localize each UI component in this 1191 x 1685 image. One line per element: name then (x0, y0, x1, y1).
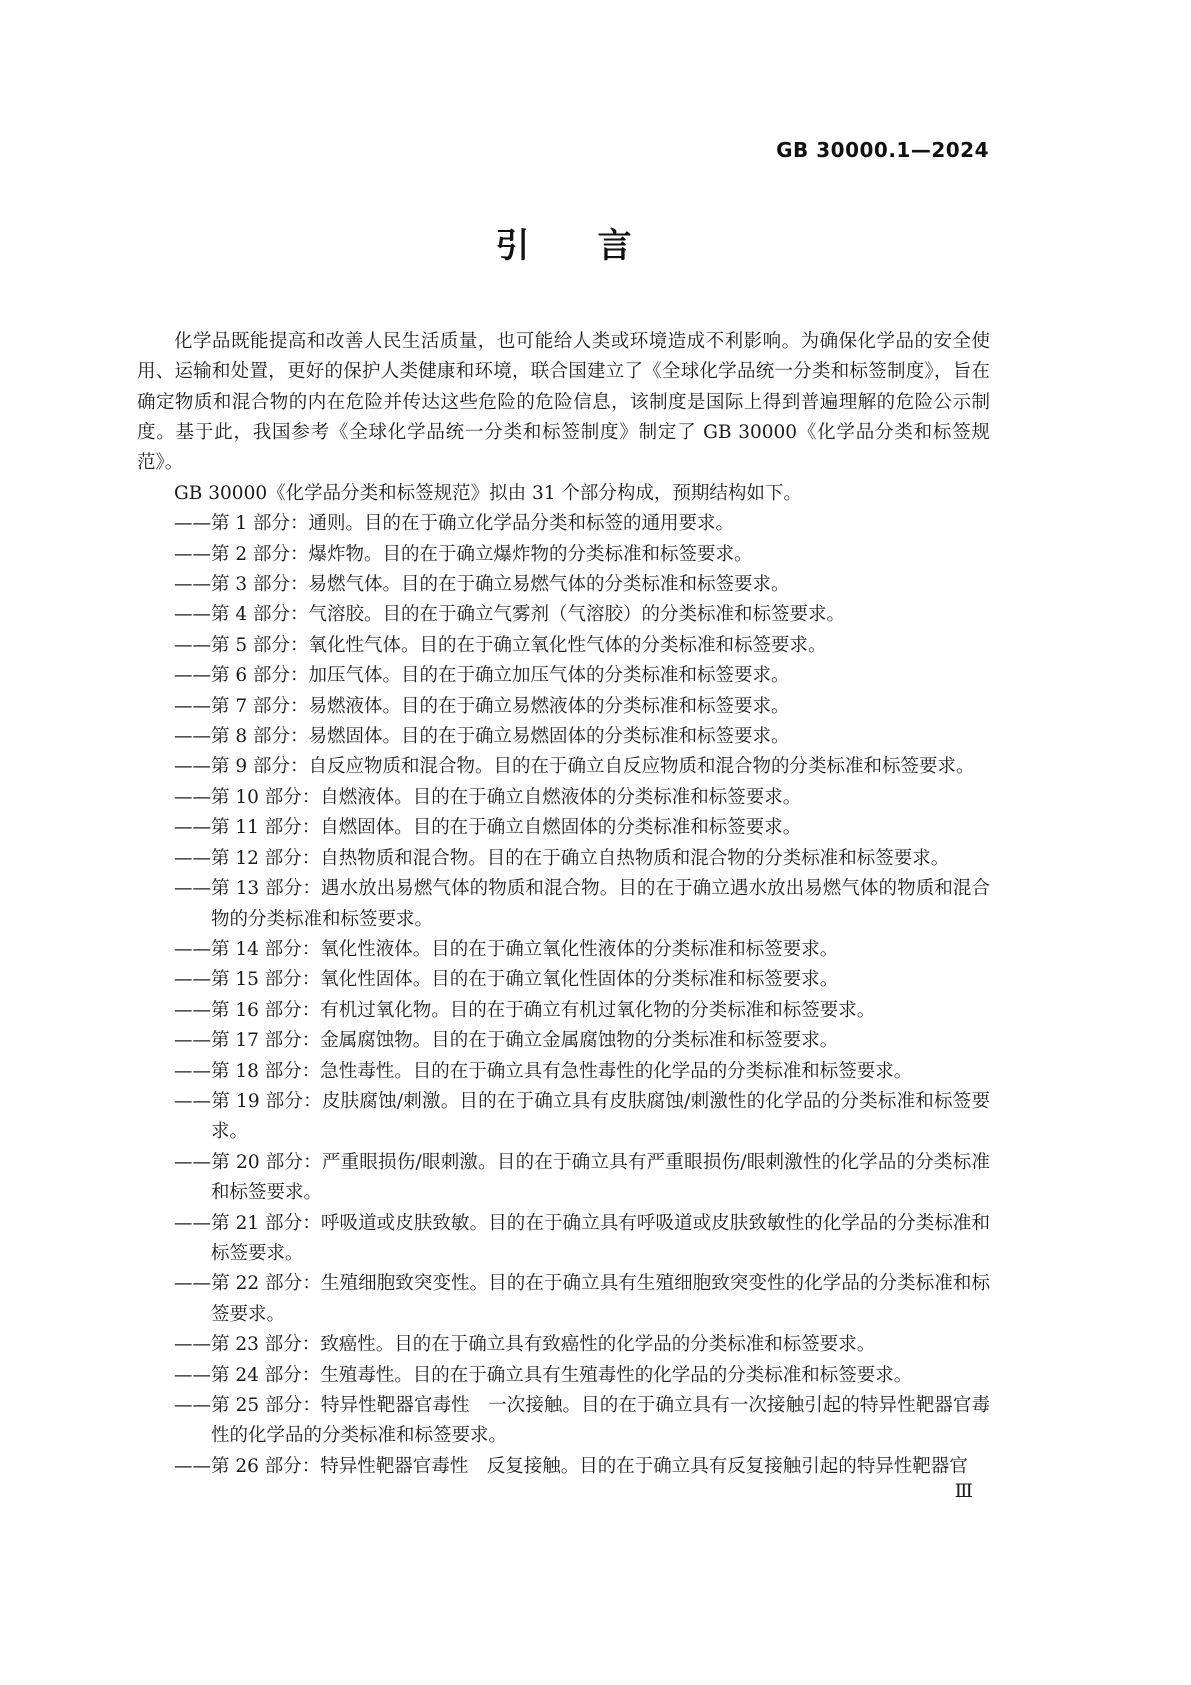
list-item: ——第 15 部分：氧化性固体。目的在于确立氧化性固体的分类标准和标签要求。 (174, 969, 839, 991)
list-item: ——第 18 部分：急性毒性。目的在于确立具有急性毒性的化学品的分类标准和标签要求。 (174, 1060, 913, 1082)
paragraph: 化学品既能提高和改善人民生活质量，也可能给人类或环境造成不利影响。为确保化学品的安全使用、运输和处置，更好的保护人类健康和环境，联合国建立了《全球化学品统一分类和标签制度》，旨在确定物质和混合物的内在危险并传达这些危险的危险信息，该制度是国际上得到普遍理解的危险公示制度。基于此，我国参考《全球化学品统一分类和标签制度》制定了 GB 30000《化学品分类和标签规范》。 (137, 330, 990, 474)
list-item: ——第 11 部分：自燃固体。目的在于确立自燃固体的分类标准和标签要求。 (174, 817, 802, 839)
list-item: ——第 26 部分：特异性靶器官毒性 反复接触。目的在于确立具有反复接触引起的特异性靶器官 (174, 1455, 968, 1477)
list-item: ——第 20 部分：严重眼损伤/眼刺激。目的在于确立具有严重眼损伤/眼刺激性的化学品的分类标准和标签要求。 (174, 1151, 990, 1204)
list-item: ——第 8 部分：易燃固体。目的在于确立易燃固体的分类标准和标签要求。 (174, 726, 790, 748)
list-item: ——第 2 部分：爆炸物。目的在于确立爆炸物的分类标准和标签要求。 (174, 543, 753, 565)
list-item: ——第 17 部分：金属腐蚀物。目的在于确立金属腐蚀物的分类标准和标签要求。 (174, 1030, 839, 1052)
paragraph: GB 30000《化学品分类和标签规范》拟由 31 个部分构成，预期结构如下。 (174, 482, 802, 504)
list-item: ——第 23 部分：致癌性。目的在于确立具有致癌性的化学品的分类标准和标签要求。 (174, 1334, 876, 1356)
standard-number: GB 30000.1—2024 (776, 138, 989, 162)
list-item: ——第 24 部分：生殖毒性。目的在于确立具有生殖毒性的化学品的分类标准和标签要求。 (174, 1364, 913, 1386)
list-item: ——第 14 部分：氧化性液体。目的在于确立氧化性液体的分类标准和标签要求。 (174, 938, 839, 960)
list-item: ——第 12 部分：自热物质和混合物。目的在于确立自热物质和混合物的分类标准和标签要求。 (174, 847, 950, 869)
list-item: ——第 25 部分：特异性靶器官毒性 一次接触。目的在于确立具有一次接触引起的特异性靶器官毒性的化学品的分类标准和标签要求。 (174, 1395, 990, 1447)
page-content (137, 226, 990, 1482)
intro-paragraphs (137, 327, 990, 509)
list-item: ——第 6 部分：加压气体。目的在于确立加压气体的分类标准和标签要求。 (174, 665, 790, 687)
list-item: ——第 21 部分：呼吸道或皮肤致敏。目的在于确立具有呼吸道或皮肤致敏性的化学品的分类标准和标签要求。 (174, 1212, 990, 1264)
page-title: 引 言 (495, 226, 632, 266)
list-item: ——第 4 部分：气溶胶。目的在于确立气雾剂（气溶胶）的分类标准和标签要求。 (174, 604, 846, 626)
list-item: ——第 7 部分：易燃液体。目的在于确立易燃液体的分类标准和标签要求。 (174, 695, 790, 717)
list-item: ——第 22 部分：生殖细胞致突变性。目的在于确立具有生殖细胞致突变性的化学品的分类标准和标签要求。 (174, 1273, 990, 1325)
list-item: ——第 3 部分：易燃气体。目的在于确立易燃气体的分类标准和标签要求。 (174, 574, 790, 596)
list-item: ——第 10 部分：自燃液体。目的在于确立自燃液体的分类标准和标签要求。 (174, 786, 802, 808)
parts-list (137, 509, 990, 1482)
page-number: Ⅲ (954, 1480, 973, 1502)
list-item: ——第 19 部分：皮肤腐蚀/刺激。目的在于确立具有皮肤腐蚀/刺激性的化学品的分类标准和标签要求。 (174, 1090, 990, 1143)
list-item: ——第 9 部分：自反应物质和混合物。目的在于确立自反应物质和混合物的分类标准和标签要求。 (174, 756, 975, 778)
list-item: ——第 16 部分：有机过氧化物。目的在于确立有机过氧化物的分类标准和标签要求。 (174, 999, 876, 1021)
list-item: ——第 5 部分：氧化性气体。目的在于确立氧化性气体的分类标准和标签要求。 (174, 634, 827, 656)
list-item: ——第 13 部分：遇水放出易燃气体的物质和混合物。目的在于确立遇水放出易燃气体的物质和混合物的分类标准和标签要求。 (174, 878, 990, 930)
list-item: ——第 1 部分：通则。目的在于确立化学品分类和标签的通用要求。 (174, 513, 735, 535)
